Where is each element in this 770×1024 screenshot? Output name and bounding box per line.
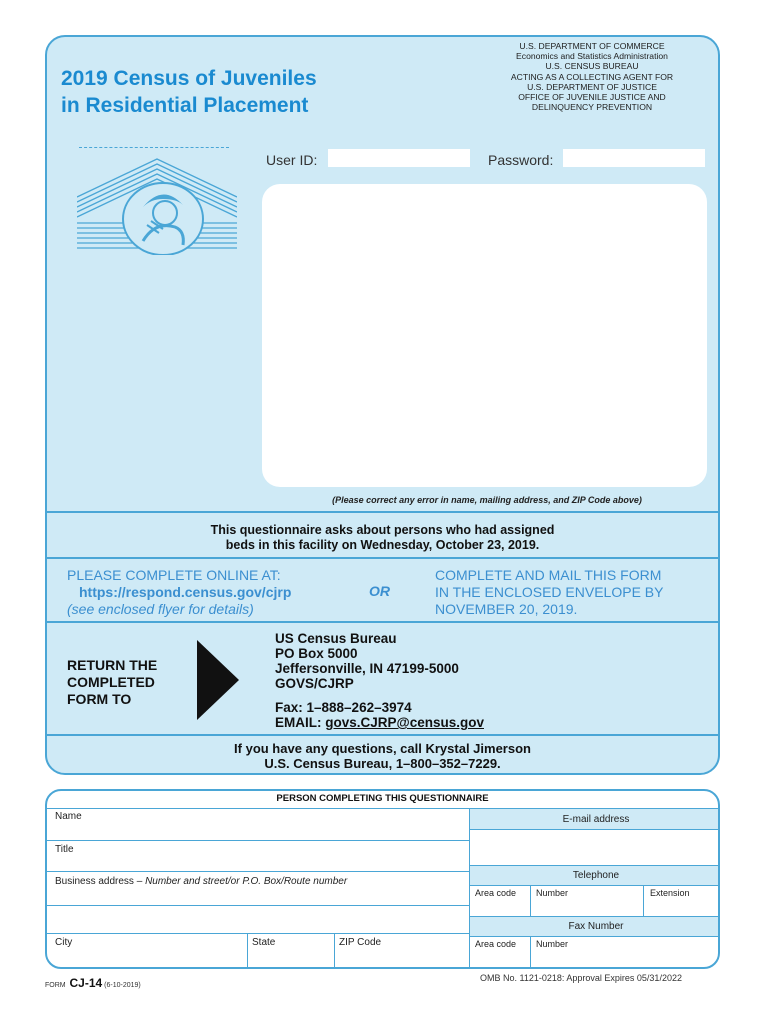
address-correction-note: (Please correct any error in name, mailing address, and ZIP Code above) [332,495,642,505]
fax-number-field[interactable]: Number [536,939,569,949]
telephone-label-strip: Telephone [470,866,720,885]
telephone-extension-field[interactable]: Extension [650,888,690,898]
online-response-option: PLEASE COMPLETE ONLINE AT: https://respond.census.gov/cjrp (see enclosed flyer for details) [67,567,292,617]
return-form-label: RETURN THE COMPLETED FORM TO [67,657,158,707]
divider [47,621,718,623]
help-contact: If you have any questions, call Krystal Jimerson U.S. Census Bureau, 1–800–352–7229. [234,741,531,771]
agency-line: ACTING AS A COLLECTING AGENT FOR [510,71,674,82]
right-arrow-icon [197,640,239,720]
email-line: EMAIL: govs.CJRP@census.gov [275,715,484,730]
fax-label-strip: Fax Number [470,917,720,936]
agency-line: U.S. CENSUS BUREAU [545,61,639,72]
form-title: 2019 Census of Juveniles in Residential Placement [61,67,317,117]
return-address-block [275,631,484,730]
user-id-input[interactable] [328,149,470,167]
agency-line: OFFICE OF JUVENILE JUSTICE AND [518,92,666,103]
password-label: Password: [488,152,554,168]
person-section-heading: PERSON COMPLETING THIS QUESTIONNAIRE [276,793,489,804]
zip-code-field[interactable]: ZIP Code [339,937,382,948]
omb-approval: OMB No. 1121-0218: Approval Expires 05/31/2022 [480,973,682,983]
password-input[interactable] [563,149,705,167]
address-line: Jeffersonville, IN 47199-5000 [275,661,459,676]
agency-line: U.S. DEPARTMENT OF COMMERCE [519,41,665,51]
person-completing-panel [45,789,720,969]
agency-line: Economics and Statistics Administration [516,51,668,62]
fax-number: Fax: 1–888–262–3974 [275,700,412,715]
fax-area-code-field[interactable]: Area code [475,939,517,949]
telephone-number-field[interactable]: Number [536,888,569,898]
divider [47,734,718,736]
agency-line: DELINQUENCY PREVENTION [531,102,653,113]
user-id-label: User ID: [266,152,318,168]
divider [47,905,469,906]
address-line: PO Box 5000 [275,646,358,661]
form-number: FORM CJ-14 (6-10-2019) [45,976,141,990]
city-field[interactable]: City [55,937,73,948]
email-link[interactable]: govs.CJRP@census.gov [325,715,484,730]
or-separator: OR [369,583,390,599]
email-address-field[interactable] [470,830,720,865]
email-label-strip: E-mail address [470,809,720,829]
agency-block [482,41,702,112]
name-field[interactable]: Name [55,811,82,822]
title-field[interactable]: Title [55,844,74,855]
address-line: GOVS/CJRP [275,676,354,691]
address-line: US Census Bureau [275,631,397,646]
telephone-area-code-field[interactable]: Area code [475,888,517,898]
juvenile-facility-logo-icon [77,155,237,255]
questionnaire-header-panel [45,35,720,775]
mailing-address-window [262,184,707,487]
reference-date-notice: This questionnaire asks about persons who had assigned beds in this facility on Wednesday, October 23, 2019. [210,523,555,552]
logo-divider [79,147,229,148]
online-response-link[interactable]: https://respond.census.gov/cjrp [79,584,292,600]
divider [47,557,718,559]
agency-line: U.S. DEPARTMENT OF JUSTICE [527,81,657,92]
business-address-field[interactable]: Business address – Number and street/or P.O. Box/Route number [55,876,348,887]
divider [47,511,718,513]
state-field[interactable]: State [252,937,276,948]
mail-response-option: COMPLETE AND MAIL THIS FORM IN THE ENCLOSED ENVELOPE BY NOVEMBER 20, 2019. [435,567,664,617]
